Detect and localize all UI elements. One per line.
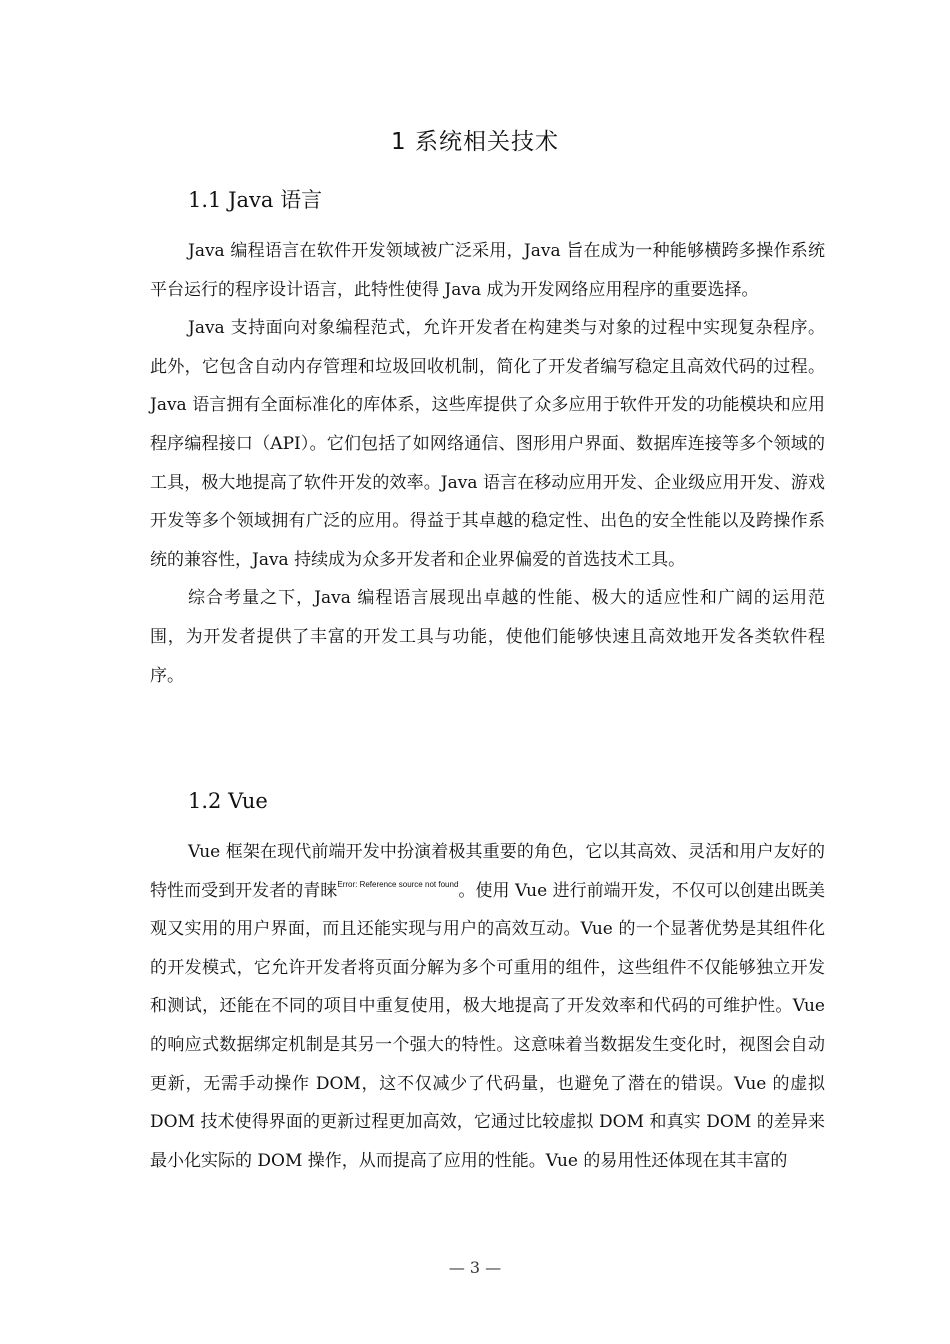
paragraph: 综合考量之下，Java 编程语言展现出卓越的性能、极大的适应性和广阔的运用范围，为开发者提供了丰富的开发工具与功能，使他们能够快速且高效地开发各类软件程序。 [150,588,825,686]
paragraph [150,833,825,1180]
paragraph: Java 支持面向对象编程范式，允许开发者在构建类与对象的过程中实现复杂程序。此外，它包含自动内存管理和垃圾回收机制，简化了开发者编写稳定且高效代码的过程。Java 语言拥有全面标准化的库体系，这些库提供了众多应用于软件开发的功能模块和应用程序编程接口（API）。它们包括了如网络通信、图形用户界面、数据库连接等多个领域的工具，极大地提高了软件开发的效率。Java 语言在移动应用开发、企业级应用开发、游戏开发等多个领域拥有广泛的应用。得益于其卓越的稳定性、出色的安全性能以及跨操作系统的兼容性，Java 持续成为众多开发者和企业界偏爱的首选技术工具。 [150,318,825,570]
java-section-body [150,232,825,695]
paragraph-text: Vue 框架在现代前端开发中扮演着极其重要的角色，它以其高效、灵活和用户友好的特性而受到开发者的青睐 [150,842,825,901]
section-title-java: 1.1 Java 语言 [188,188,323,212]
reference-error-marker: Error: Reference source not found [337,879,459,889]
vue-section-body [150,833,825,1180]
paragraph-text: 。使用 Vue 进行前端开发，不仅可以创建出既美观又实用的用户界面，而且还能实现与用户的高效互动。Vue 的一个显著优势是其组件化的开发模式，它允许开发者将页面分解为多个可重用的组件，这些组件不仅能够独立开发和测试，还能在不同的项目中重复使用，极大地提高了开发效率和代码的可维护性。Vue 的响应式数据绑定机制是其另一个强大的特性。这意味着当数据发生变化时，视图会自动更新，无需手动操作 DOM，这不仅减少了代码量，也避免了潜在的错误。Vue 的虚拟 DOM 技术使得界面的更新过程更加高效，它通过比较虚拟 DOM 和真实 DOM 的差异来最小化实际的 DOM 操作，从而提高了应用的性能。Vue 的易用性还体现在其丰富的 [150,880,826,1171]
paragraph: Java 编程语言在软件开发领域被广泛采用，Java 旨在成为一种能够横跨多操作系统平台运行的程序设计语言，此特性使得 Java 成为开发网络应用程序的重要选择。 [150,241,825,300]
chapter-title: 1 系统相关技术 [391,129,559,155]
section-title-vue: 1.2 Vue [188,789,268,813]
page-number: — 3 — [448,1258,502,1277]
